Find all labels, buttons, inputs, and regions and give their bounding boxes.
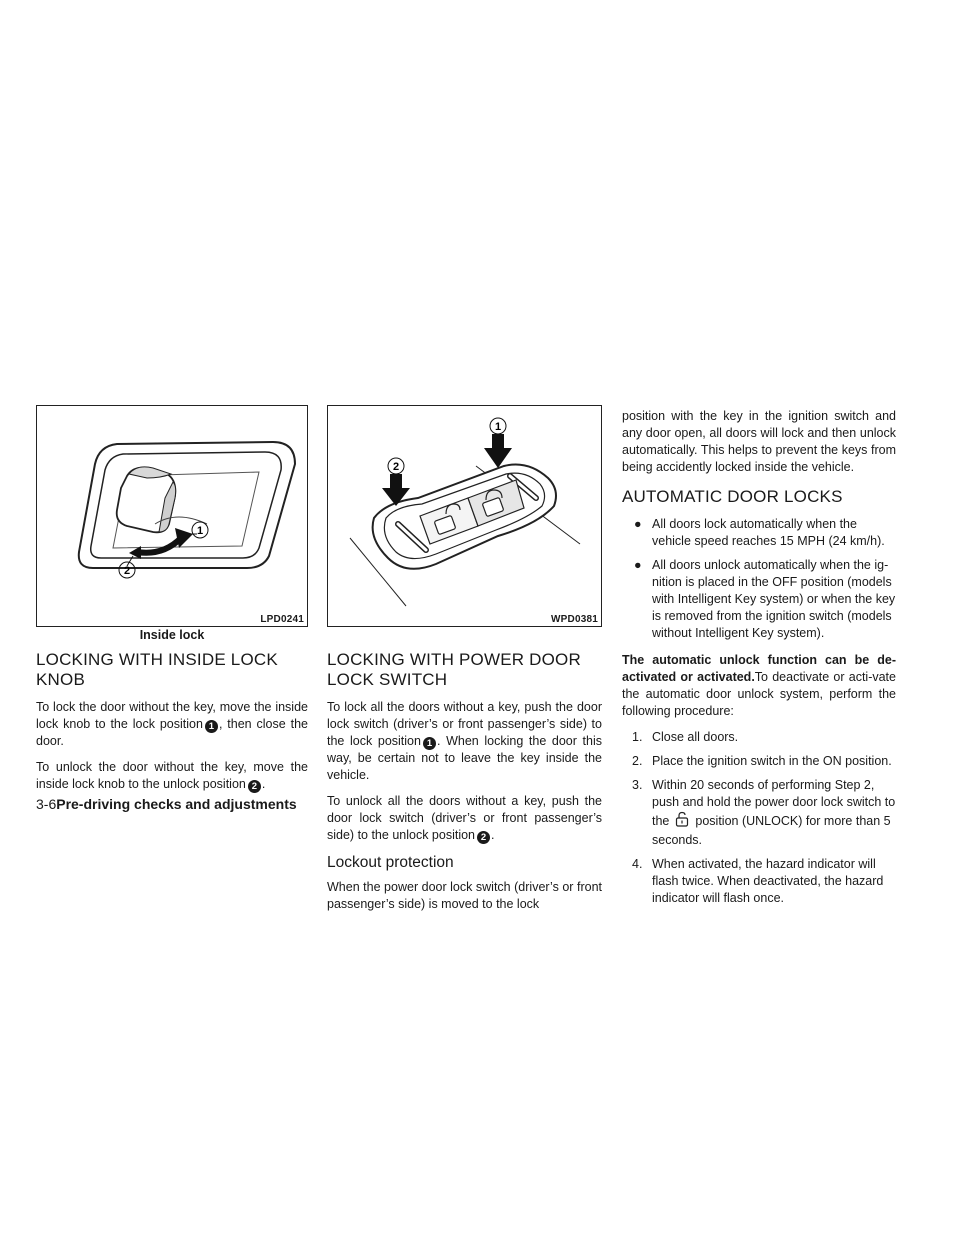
text: All doors lock automatically when the vehicle speed reaches 15 MPH (24 km/h). xyxy=(652,517,885,548)
figure-code: LPD0241 xyxy=(260,614,304,625)
text: To unlock the door without the key, move the inside lock knob to the unlock position xyxy=(36,760,308,791)
paragraph-unlock-inside xyxy=(36,759,308,793)
unlock-icon xyxy=(675,811,689,832)
text: To lock all the doors without a key, push the door lock switch (driver’s or front passenger’s side) to the lock position xyxy=(327,700,602,748)
figure-code: WPD0381 xyxy=(551,614,598,625)
list-item xyxy=(622,516,896,550)
text: Within 20 seconds of performing Step 2, push and hold the power door lock switch to the xyxy=(652,778,896,828)
section-heading-power-lock: LOCKING WITH POWER DOOR LOCK SWITCH xyxy=(327,650,581,689)
step-number: 2. xyxy=(632,754,643,768)
paragraph-lockout: When the power door lock switch (driver’s or front passenger’s side) is moved to the lock xyxy=(327,880,602,911)
text: . When locking the door this way, be certain not to leave the key inside the vehicle. xyxy=(327,734,603,782)
callout-1-marker: 1 xyxy=(205,720,218,733)
figure-inside-lock xyxy=(36,405,308,627)
text: When activated, the hazard indicator will flash twice. When deactivated, the hazard indicator will flash once. xyxy=(652,857,884,905)
callout-1-marker: 1 xyxy=(423,737,436,750)
subheading-lockout-protection: Lockout protection xyxy=(327,854,454,871)
list-item xyxy=(622,753,896,770)
figure-label-2: 2 xyxy=(123,565,131,577)
bullet-icon: ● xyxy=(634,558,642,572)
list-item xyxy=(622,856,896,907)
procedure-steps xyxy=(622,729,896,907)
section-heading-inside-lock: LOCKING WITH INSIDE LOCK KNOB xyxy=(36,650,278,689)
callout-2-marker: 2 xyxy=(248,780,261,793)
column-right xyxy=(622,408,896,914)
text: Place the ignition switch in the ON position. xyxy=(652,754,892,768)
list-item xyxy=(622,729,896,746)
paragraph-unlock-power xyxy=(327,793,602,844)
figure-caption: Inside lock xyxy=(139,628,205,642)
text: All doors unlock automatically when the ig-nition is placed in the OFF position (models with Intelligent Key system) or when the key is removed from the ignition switch (models without Intelligent Key system). xyxy=(652,558,896,640)
page-footer xyxy=(36,796,297,812)
power-lock-switch-illustration xyxy=(328,406,603,628)
paragraph-lockout-continued: position with the key in the ignition switch and any door open, all doors will lock and then unlock automatically. This helps to prevent the keys from being accidently locked inside the vehicle. xyxy=(622,409,896,474)
text: , then close the door. xyxy=(36,717,308,748)
column-middle xyxy=(327,405,602,922)
section-heading-automatic-door-locks: AUTOMATIC DOOR LOCKS xyxy=(622,487,843,506)
inside-lock-illustration xyxy=(37,406,309,628)
step-number: 4. xyxy=(632,857,643,871)
text: Close all doors. xyxy=(652,730,739,744)
paragraph-procedure-intro xyxy=(622,652,896,720)
step-number: 1. xyxy=(632,730,643,744)
text: To deactivate or acti-vate the automatic door unlock system, perform the following procedure: xyxy=(622,670,896,718)
callout-2-marker: 2 xyxy=(477,831,490,844)
text: To unlock all the doors without a key, push the door lock switch (driver’s or front passenger’s side) to the unlock position xyxy=(327,794,602,842)
paragraph-lock-inside xyxy=(36,699,308,750)
text: position (UNLOCK) for more than 5 seconds. xyxy=(652,814,891,847)
bold-lead: The automatic unlock function can be de-activated or activated. xyxy=(622,653,896,684)
list-item xyxy=(622,777,896,849)
step-number: 3. xyxy=(632,778,643,792)
figure-label-1: 1 xyxy=(196,525,204,537)
text: . xyxy=(491,828,495,842)
figure-power-door-lock-switch xyxy=(327,405,602,627)
section-title: Pre-driving checks and adjustments xyxy=(56,796,297,812)
bullet-list xyxy=(622,516,896,642)
page-number: 3-6 xyxy=(36,796,57,812)
text: . xyxy=(261,777,266,791)
figure-label-2: 2 xyxy=(392,461,400,473)
paragraph-lock-power xyxy=(327,699,602,784)
column-left xyxy=(36,405,308,802)
bullet-icon: ● xyxy=(634,517,642,531)
list-item xyxy=(622,557,896,642)
figure-caption-empty xyxy=(327,628,602,643)
figure-label-1: 1 xyxy=(494,421,502,433)
text: To lock the door without the key, move the inside lock knob to the lock position xyxy=(36,700,308,731)
